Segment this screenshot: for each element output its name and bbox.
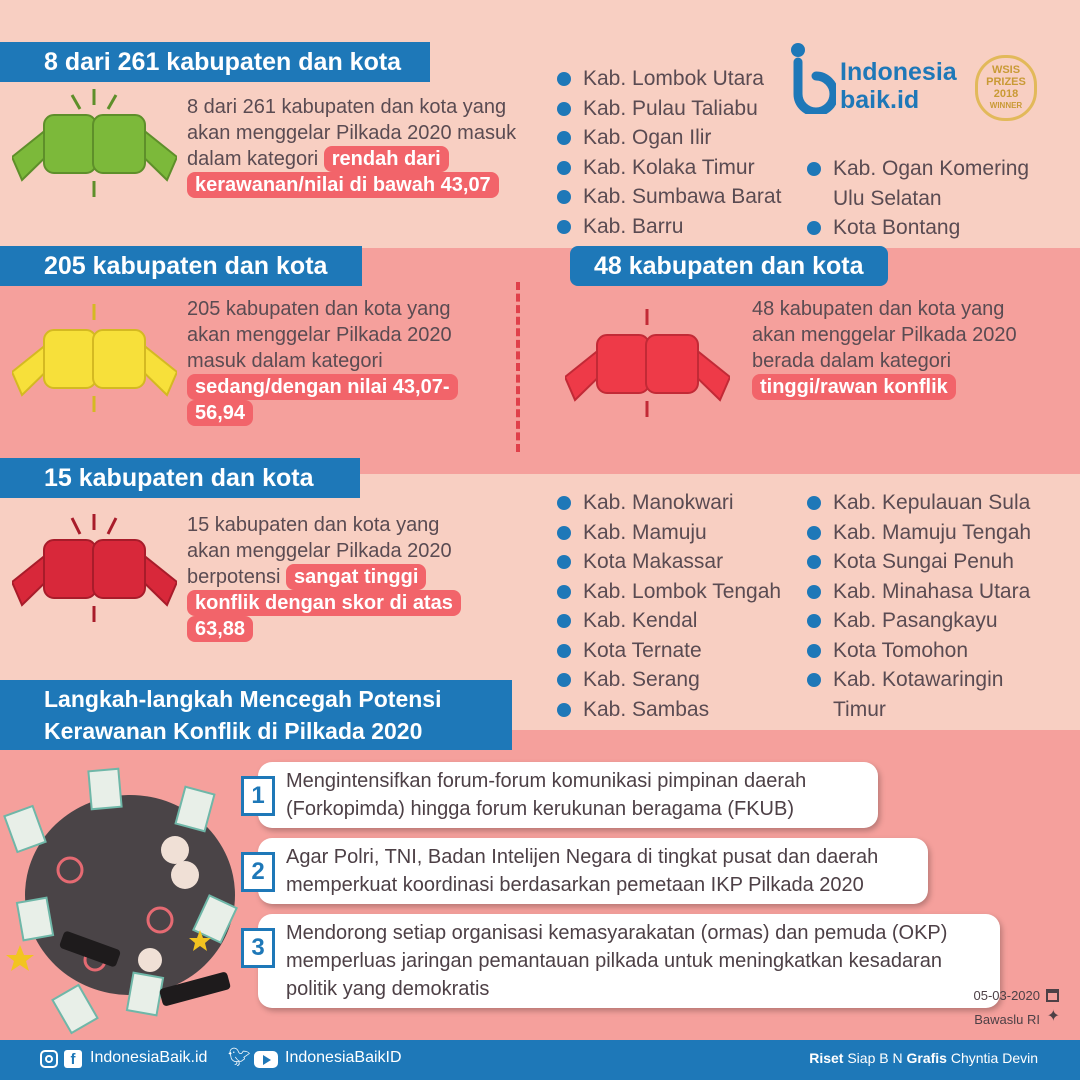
region-item: Kab. Barru [555,212,795,242]
region-list-low-left [555,64,795,241]
region-item: Kota Bontang [805,213,1045,243]
desc-high-highlight: tinggi/rawan konflik [752,374,956,400]
desc-low [187,94,542,198]
calendar-icon [1046,989,1059,1002]
region-item: Kab. Sambas [555,695,800,725]
step-3-card [258,914,1000,1008]
desc-medium [187,296,452,426]
region-item: Kab. Lombok Utara [555,64,795,94]
desc-high-text: 48 kabupaten dan kota yang akan menggelar Pilkada 2020 berada dalam kategori [752,298,1017,372]
header-steps-line1: Langkah-langkah Mencegah Potensi [44,686,442,712]
region-item: Kab. Pulau Taliabu [555,94,795,124]
footer-credits [809,1050,1038,1066]
header-high: 48 kabupaten dan kota [570,246,888,286]
brand-logo-icon [788,42,836,114]
section-divider [516,282,520,452]
desc-low-text: 8 dari 261 kabupaten dan kota yang akan menggelar Pilkada 2020 masuk dalam kategori [187,96,517,170]
step-2-number: 2 [241,852,275,892]
desc-very-high-text: 15 kabupaten dan kota yang akan menggelar Pilkada 2020 berpotensi [187,514,452,588]
footer-social-left[interactable]: IndonesiaBaik.id [90,1049,208,1066]
brand-logo [788,42,968,114]
region-item: Kab. Kotawaringin Timur [805,665,1050,724]
desc-medium-text: 205 kabupaten dan kota yang akan menggelar Pilkada 2020 masuk dalam kategori [187,298,452,372]
step-2-text: Agar Polri, TNI, Badan Intelijen Negara di tingkat pusat dan daerah memperkuat koordinasi berdasarkan pemetaan IKP Pilkada 2020 [286,846,879,896]
header-steps [0,680,512,750]
facebook-icon[interactable]: f [64,1050,82,1068]
instagram-icon[interactable] [40,1050,58,1068]
region-item: Kota Tomohon [805,636,1050,666]
fist-icon-red [565,305,730,420]
date-label [974,988,1041,1003]
credit-grafis-name: Chyntia Devin [950,1050,1038,1066]
step-1-card [258,762,878,828]
fist-icon-yellow [12,300,177,415]
award-badge [975,55,1037,121]
step-3-number: 3 [241,928,275,968]
region-item: Kab. Manokwari [555,488,800,518]
region-item: Kab. Mamuju [555,518,800,548]
youtube-icon[interactable] [254,1051,278,1068]
award-line1: WSIS [991,64,1021,76]
region-item: Kab. Ogan Komering Ulu Selatan [805,154,1045,213]
source-text: Bawaslu RI [974,1012,1040,1027]
desc-very-high-highlight: sangat tinggi konflik dengan skor di atas 63,88 [187,564,461,642]
region-list-low-right [805,154,1045,243]
desc-medium-highlight: sedang/dengan nilai 43,07-56,94 [187,374,458,426]
header-medium: 205 kabupaten dan kota [0,246,362,286]
desc-high [752,296,1052,400]
footer-social-right[interactable]: IndonesiaBaikID [285,1049,402,1066]
region-item: Kab. Minahasa Utara [805,577,1050,607]
region-item: Kab. Kepulauan Sula [805,488,1050,518]
region-item: Kota Makassar [555,547,800,577]
region-item: Kab. Kendal [555,606,800,636]
award-line2: PRIZES [986,76,1026,88]
region-item: Kab. Sumbawa Barat [555,182,795,212]
desc-low-highlight: rendah dari kerawanan/nilai di bawah 43,07 [187,146,499,198]
source-label [974,1012,1040,1027]
step-1-number: 1 [241,776,275,816]
region-item: Kab. Pasangkayu [805,606,1050,636]
chaos-illustration [0,750,260,1045]
award-label: WINNER [989,101,1023,110]
fist-icon-dark-red [12,510,177,625]
date-text: 05-03-2020 [973,988,1040,1003]
header-very-high: 15 kabupaten dan kota [0,458,360,498]
step-1-text: Mengintensifkan forum-forum komunikasi pimpinan daerah (Forkopimda) hingga forum kerukunan beragama (FKUB) [286,770,807,820]
credit-grafis-label: Grafis [906,1050,947,1066]
desc-very-high [187,512,477,642]
source-icon: ✦ [1046,1008,1060,1025]
credit-riset-name: Siap B N [847,1050,903,1066]
region-list-very-high-left [555,488,800,724]
region-item: Kab. Ogan Ilir [555,123,795,153]
region-item: Kab. Kolaka Timur [555,153,795,183]
region-item: Kota Sungai Penuh [805,547,1050,577]
twitter-icon[interactable]: 🐦︎ [228,1047,251,1067]
region-item: Kab. Serang [555,665,800,695]
brand-name-line2: baik.id [840,86,920,114]
brand-name-line1: Indonesia [840,58,957,86]
region-item: Kab. Lombok Tengah [555,577,800,607]
step-3-text: Mendorong setiap organisasi kemasyarakatan (ormas) dan pemuda (OKP) memperluas jaringan pemantauan pilkada untuk meningkatkan kesadaran politik yang demokratis [286,922,948,1000]
region-list-very-high-right [805,488,1050,724]
credit-riset-label: Riset [809,1050,844,1066]
fist-icon-green [12,85,177,200]
region-item: Kota Ternate [555,636,800,666]
step-2-card [258,838,928,904]
award-year: 2018 [993,88,1019,100]
region-item: Kab. Mamuju Tengah [805,518,1050,548]
header-steps-line2: Kerawanan Konflik di Pilkada 2020 [44,718,423,744]
header-low: 8 dari 261 kabupaten dan kota [0,42,430,82]
